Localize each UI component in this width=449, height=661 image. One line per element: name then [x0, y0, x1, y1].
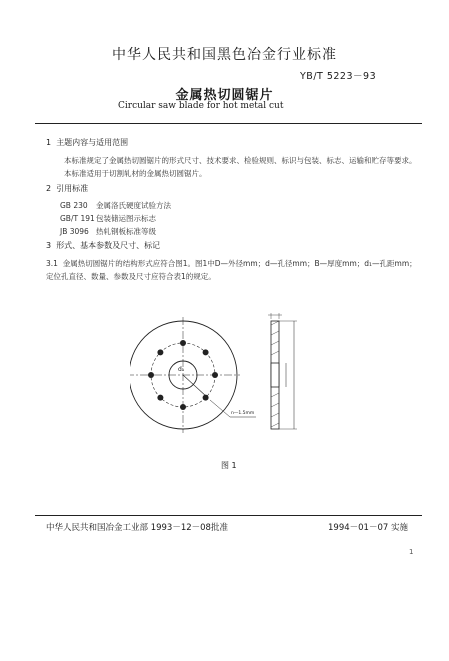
- document-title: 金属热切圆锯片: [175, 88, 274, 103]
- approval-statement: 中华人民共和国冶金工业部 1993－12－08批准: [46, 523, 228, 533]
- section-3-1-line-2: 定位孔直径、数量、参数及尺寸应符合表1的规定。: [46, 272, 216, 281]
- hatch: [271, 341, 279, 345]
- figure-caption: 图 1: [221, 461, 237, 470]
- section-1-heading: [46, 137, 128, 148]
- reference-item: GB/T 191包装储运图示标志: [60, 214, 156, 223]
- locating-hole: [148, 372, 154, 378]
- hatch: [271, 351, 279, 355]
- saw-blade-side-view: [268, 313, 297, 429]
- section-title: 形式、基本参数及尺寸、标记: [56, 241, 161, 250]
- page-number: 1: [409, 548, 414, 556]
- saw-blade-figure: [130, 305, 330, 455]
- section-1-paragraph-2: 本标准适用于切割轧材的金属热切圆锯片。: [64, 169, 207, 178]
- label-d1: d₁: [178, 366, 185, 373]
- reference-item: JB 3096 热轧钢板标准等级: [60, 227, 156, 236]
- hatch: [271, 413, 279, 417]
- locating-hole: [203, 395, 209, 401]
- section-3-1-line-1: 3.1 金属热切圆锯片的结构形式应符合图1。图1中D—外径mm；d—孔径mm；B—厚度mm；d₁—孔距mm；: [46, 259, 417, 268]
- header-divider: [35, 123, 422, 124]
- section-number: 2: [46, 184, 52, 193]
- bore-section: [271, 363, 279, 387]
- section-3-heading: [46, 240, 160, 251]
- hatch: [271, 423, 279, 427]
- section-1-paragraph-1: 本标准规定了金属热切圆锯片的形式尺寸、技术要求、检验规则、标识与包装、标志、运输和贮存等要求。: [64, 156, 417, 165]
- hatch: [271, 331, 279, 335]
- section-title: 主题内容与适用范围: [56, 138, 129, 147]
- locating-hole: [212, 372, 218, 378]
- section-number: 3: [46, 241, 52, 250]
- section-title: 引用标准: [56, 184, 89, 193]
- footer-divider: [35, 515, 422, 516]
- section-2-heading: [46, 183, 88, 194]
- saw-blade-front-view: [130, 317, 240, 433]
- implementation-date: 1994－01－07 实施: [328, 523, 408, 533]
- section-number: 1: [46, 138, 52, 147]
- hatch: [271, 393, 279, 397]
- locating-hole: [157, 395, 163, 401]
- label-chamfer: n—1.5mm: [231, 411, 255, 416]
- locating-hole: [203, 349, 209, 355]
- locating-hole: [180, 340, 186, 346]
- clause-number: 3.1: [46, 259, 58, 268]
- locating-hole: [157, 349, 163, 355]
- reference-item: GB 230 金属洛氏硬度试验方法: [60, 201, 171, 210]
- locating-hole: [180, 404, 186, 410]
- standard-number: YB/T 5223－93: [300, 71, 377, 82]
- hatch: [271, 403, 279, 407]
- document-title-english: Circular saw blade for hot metal cut: [118, 101, 284, 111]
- issuing-organization: 中华人民共和国黑色冶金行业标准: [112, 47, 337, 63]
- hatch: [271, 321, 279, 325]
- radius-line: [183, 375, 207, 397]
